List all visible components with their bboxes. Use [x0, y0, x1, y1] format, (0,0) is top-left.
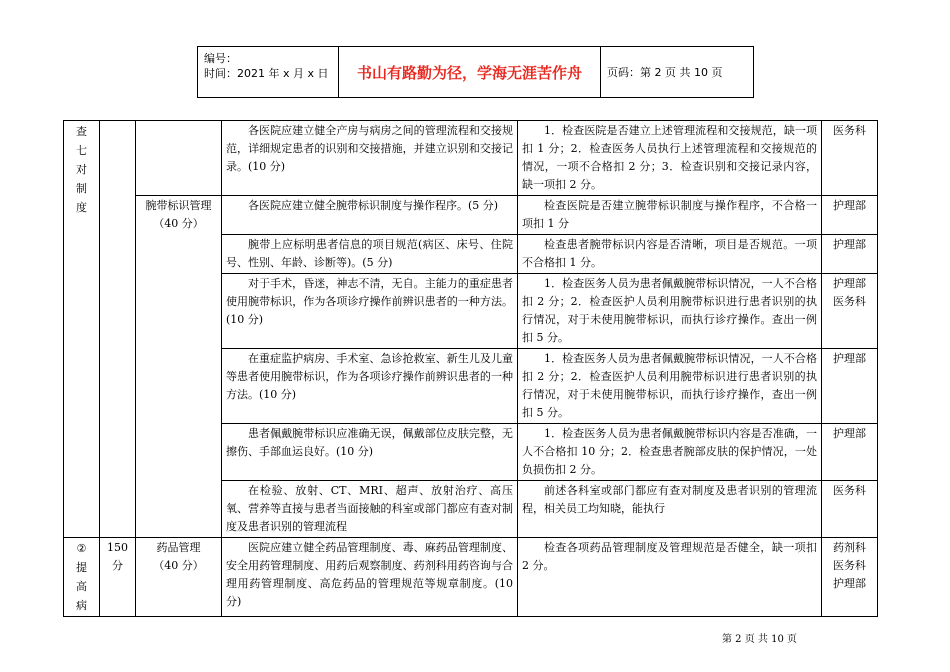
table-row — [64, 538, 878, 617]
section-category-cell: ② 提 高 病 — [64, 538, 100, 617]
section-score-cell — [100, 121, 136, 538]
item-cell — [136, 121, 222, 196]
table-row — [64, 196, 878, 235]
dept-cell: 护理部 — [822, 196, 878, 235]
section-category-cell: 查 七 对 制 度 — [64, 121, 100, 538]
standard-cell: 在检验、放射、CT、MRI、超声、放射治疗、高压氧、营养等直接与患者当面接触的科室或部门都应有查对制度及患者识别的管理流程 — [222, 481, 518, 538]
page-header — [197, 46, 754, 98]
item-cell — [136, 196, 222, 538]
motto: 书山有路勤为径，学海无涯苦作舟 — [339, 47, 601, 97]
item-score: （40 分） — [153, 217, 204, 230]
standard-cell: 在重症监护病房、手术室、急诊抢救室、新生儿及儿童等患者使用腕带标识，作为各项诊疗操作前辨识患者的一种方法。(10 分) — [222, 349, 518, 424]
standard-cell: 各医院应建立健全腕带标识制度与操作程序。(5 分) — [222, 196, 518, 235]
number-label: 编号： — [204, 52, 237, 65]
method-cell: 检查医院是否建立腕带标识制度与操作程序，不合格一项扣 1 分 — [518, 196, 822, 235]
standard-cell: 各医院应建立健全产房与病房之间的管理流程和交接规范，详细规定患者的识别和交接措施，并建立识别和交接记录。(10 分) — [222, 121, 518, 196]
standard-cell: 对于手术，昏迷，神志不清，无自。主能力的重症患者使用腕带标识，作为各项诊疗操作前辨识患者的一种方法。(10 分) — [222, 274, 518, 349]
header-info — [198, 47, 339, 97]
dept-cell: 医务科 — [822, 481, 878, 538]
dept-cell: 护理部 — [822, 235, 878, 274]
item-label: 腕带标识管理 — [145, 199, 212, 212]
item-label: 药品管理 — [156, 541, 201, 554]
criteria-table — [63, 120, 878, 617]
method-cell: 1．检查医务人员为患者佩戴腕带标识情况，一人不合格扣 2 分；2．检查医护人员利用腕带标识进行患者识别的执行情况，对于未使用腕带标识，而执行诊疗操作，查出一例扣 5 分。 — [518, 349, 822, 424]
dept-cell: 护理部 医务科 — [822, 274, 878, 349]
item-cell — [136, 538, 222, 617]
dept-cell: 护理部 — [822, 349, 878, 424]
method-cell: 检查患者腕带标识内容是否清晰，项目是否规范。一项不合格扣 1 分。 — [518, 235, 822, 274]
dept-cell: 护理部 — [822, 424, 878, 481]
method-cell: 1．检查医务人员为患者佩戴腕带标识情况，一人不合格扣 2 分；2．检查医护人员利用腕带标识进行患者识别的执行情况，对于未使用腕带标识，而执行诊疗操作。查出一例扣 5 分。 — [518, 274, 822, 349]
standard-cell: 医院应建立健全药品管理制度、毒、麻药品管理制度、安全用药管理制度、用药后观察制度、药剂科用药咨询与合理用药管理制度、高危药品的管理规范等规章制度。(10 分) — [222, 538, 518, 617]
dept-cell: 药剂科 医务科 护理部 — [822, 538, 878, 617]
dept-cell: 医务科 — [822, 121, 878, 196]
table-row — [64, 121, 878, 196]
page-footer: 第 2 页 共 10 页 — [722, 634, 797, 645]
method-cell: 前述各科室或部门都应有查对制度及患者识别的管理流程，相关员工均知晓，能执行 — [518, 481, 822, 538]
method-cell: 1．检查医务人员为患者佩戴腕带标识内容是否准确，一人不合格扣 10 分；2．检查患者腕部皮肤的保护情况，一处负损伤扣 2 分。 — [518, 424, 822, 481]
standard-cell: 患者佩戴腕带标识应准确无误，佩戴部位皮肤完整，无擦伤、手部血运良好。(10 分) — [222, 424, 518, 481]
item-score: （40 分） — [153, 559, 204, 572]
page-label: 页码：第 2 页 共 10 页 — [607, 66, 723, 79]
method-cell: 检查各项药品管理制度及管理规范是否健全，缺一项扣 2 分。 — [518, 538, 822, 617]
method-cell: 1．检查医院是否建立上述管理流程和交接规范，缺一项扣 1 分；2．检查医务人员执行上述管理流程和交接规范的情况，一项不合格扣 2 分；3．检查识别和交接记录内容，缺一项扣 2 分。 — [518, 121, 822, 196]
time-label: 时间：2021 年 x 月 x 日 — [204, 67, 329, 80]
standard-cell: 腕带上应标明患者信息的项目规范(病区、床号、住院号、性别、年龄、诊断等)。(5 分) — [222, 235, 518, 274]
section-score-cell: 150 分 — [100, 538, 136, 617]
